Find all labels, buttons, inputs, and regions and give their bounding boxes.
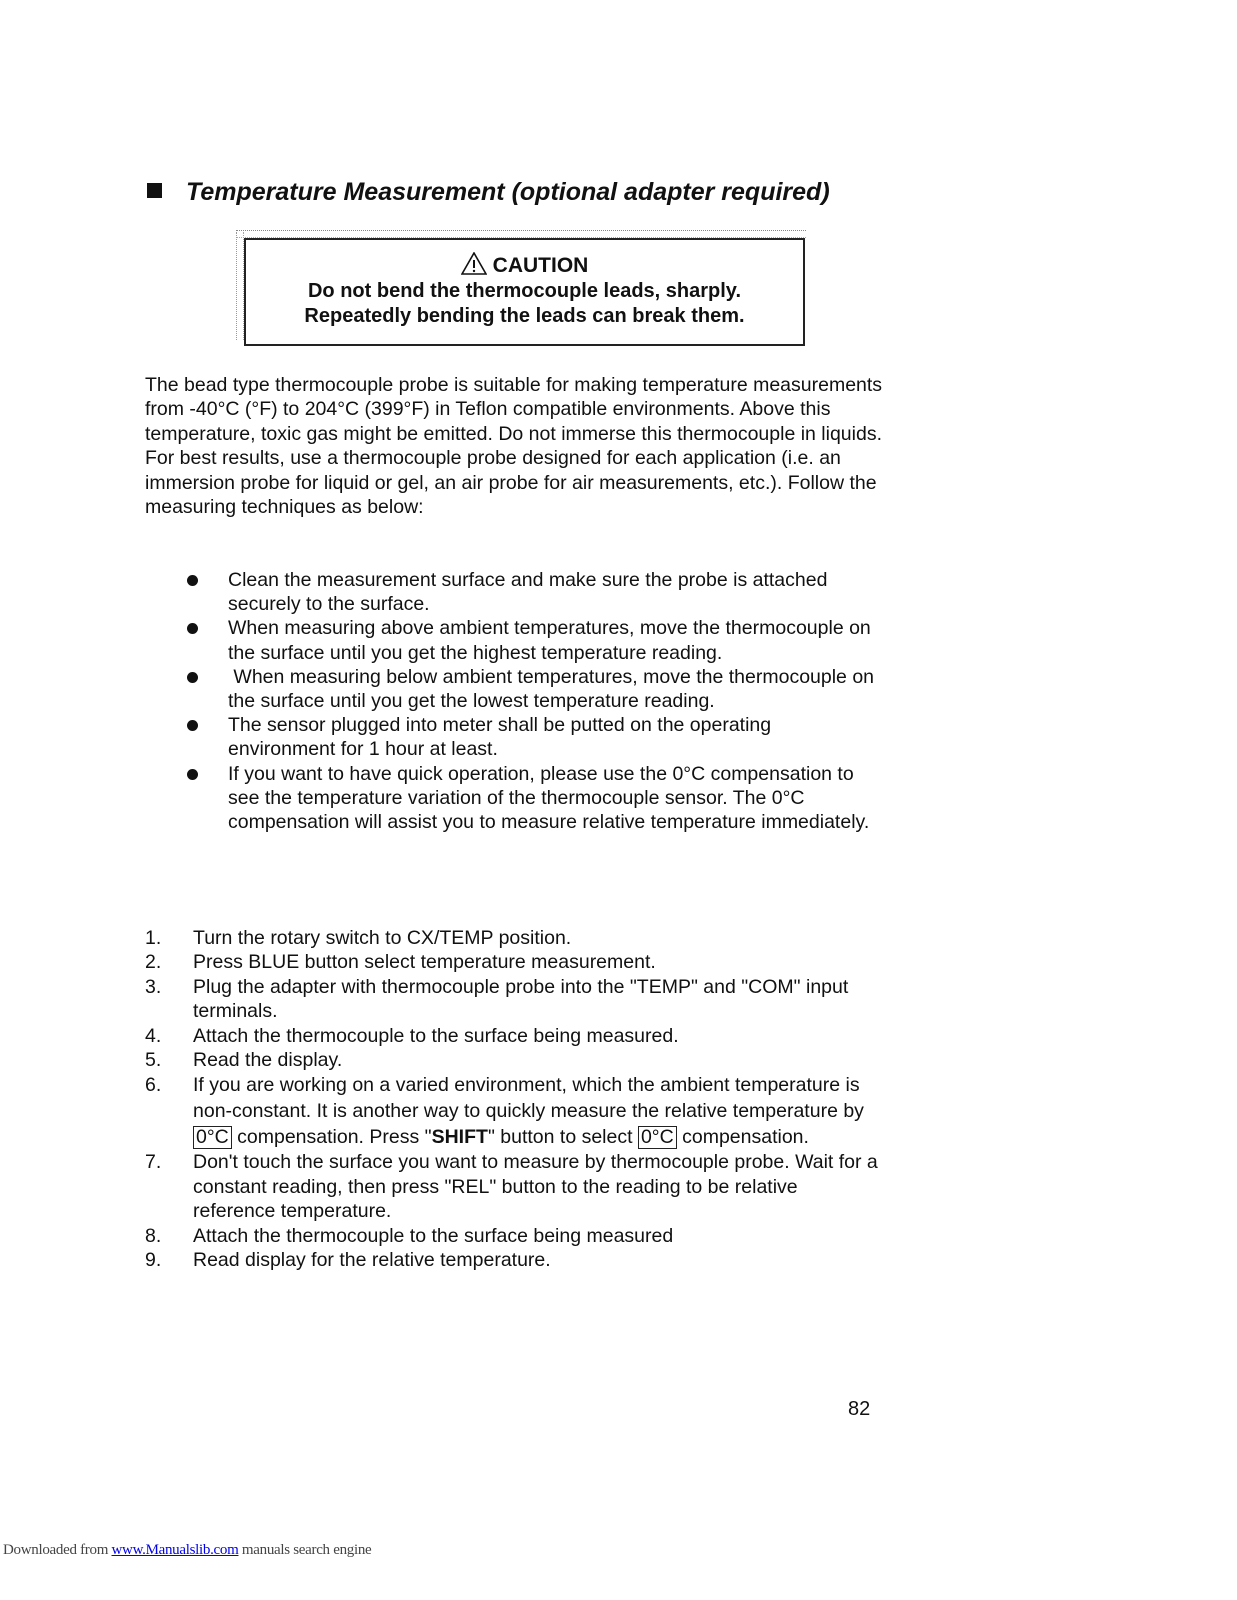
square-bullet-icon xyxy=(147,183,162,198)
caution-title-row xyxy=(246,252,803,279)
list-item xyxy=(183,762,883,835)
step-text: Read display for the relative temperature. xyxy=(193,1249,551,1272)
bullet-dot-icon xyxy=(187,720,198,731)
step-text: compensation. xyxy=(676,1126,809,1149)
zero-c-key-box: 0°C xyxy=(193,1126,232,1149)
bullet-dot-icon xyxy=(187,623,198,634)
step-text: If you are working on a varied environment, which the ambient temperature is non-constant. It is another way to quickly measure the relative temperature by xyxy=(193,1074,864,1123)
bullet-text: If you want to have quick operation, please use the 0°C compensation to see the temperature variation of the thermocouple sensor. The 0°C compensation will assist you to measure relative temperature immediately. xyxy=(228,762,870,834)
step-text: Turn the rotary switch to CX/TEMP position. xyxy=(193,927,572,949)
step-text: Attach the thermocouple to the surface being measured xyxy=(193,1224,674,1247)
step-text: " button to select xyxy=(487,1126,638,1149)
caution-box xyxy=(244,238,805,346)
step-number: 7. xyxy=(145,1151,162,1174)
bullet-text: When measuring above ambient temperatures, move the thermocouple on the surface until you get the highest temperature reading. xyxy=(228,617,871,664)
step-number: 3. xyxy=(145,975,162,998)
intro-paragraph: The bead type thermocouple probe is suitable for making temperature measurements from -40°C (°F) to 204°C (399°F) in Teflon compatible environments. Above this temperature, toxic gas might be emitted. Do not immerse this thermocouple in liquids. For best results, use a thermocouple probe designed for each application (i.e. an immersion probe for liquid or gel, an air probe for air measurements, etc.). Follow the measuring techniques as below: xyxy=(145,374,883,519)
bullet-dot-icon xyxy=(187,769,198,780)
manualslib-link[interactable]: www.Manualslib.com xyxy=(111,1542,239,1558)
caution-box-shadow-top xyxy=(236,230,806,238)
step-number: 9. xyxy=(145,1249,162,1272)
shift-key-label: SHIFT xyxy=(431,1126,488,1149)
step-text: Read the display. xyxy=(193,1049,343,1072)
step-text: Plug the adapter with thermocouple probe into the "TEMP" and "COM" input terminals. xyxy=(193,975,849,1023)
list-item xyxy=(145,1248,885,1272)
bullet-text: Clean the measurement surface and make sure the probe is attached securely to the surface. xyxy=(228,569,828,616)
step-text: Attach the thermocouple to the surface being measured. xyxy=(193,1024,679,1047)
bullet-text: When measuring below ambient temperatures, move the thermocouple on the surface until you get the lowest temperature reading. xyxy=(228,665,880,713)
step-number: 2. xyxy=(145,951,162,974)
bullet-dot-icon xyxy=(187,672,198,683)
list-item xyxy=(145,1024,885,1048)
step-text: Don't touch the surface you want to measure by thermocouple probe. Wait for a constant reading, then press "REL" button to the reading to be relative reference temperature. xyxy=(193,1151,878,1223)
list-item xyxy=(145,1072,885,1150)
technique-bullet-list xyxy=(183,568,883,834)
caution-line-1: Do not bend the thermocouple leads, sharply. xyxy=(307,280,742,302)
list-item xyxy=(145,1224,885,1248)
footer-prefix: Downloaded from xyxy=(3,1542,112,1558)
list-item xyxy=(183,568,883,616)
list-item xyxy=(145,950,885,974)
bullet-dot-icon xyxy=(187,575,198,586)
caution-line-2: Repeatedly bending the leads can break them. xyxy=(304,305,745,327)
procedure-steps xyxy=(145,926,885,1272)
caution-title: CAUTION xyxy=(492,254,589,277)
caution-box-shadow-left xyxy=(236,232,244,340)
section-heading xyxy=(147,176,1147,208)
list-item xyxy=(183,665,883,713)
step-number: 5. xyxy=(145,1049,162,1072)
download-footer xyxy=(3,1542,371,1559)
page-number: 82 xyxy=(848,1398,871,1420)
list-item xyxy=(145,926,885,950)
warning-triangle-icon xyxy=(461,252,487,275)
step-text: compensation. Press " xyxy=(231,1126,432,1149)
list-item xyxy=(183,713,883,761)
list-item xyxy=(145,1150,885,1223)
footer-suffix: manuals search engine xyxy=(238,1542,372,1558)
step-number: 8. xyxy=(145,1224,162,1247)
step-number: 6. xyxy=(145,1074,162,1097)
list-item xyxy=(145,1048,885,1072)
section-title: Temperature Measurement (optional adapter required) xyxy=(186,178,830,206)
step-number: 4. xyxy=(145,1024,162,1047)
zero-c-key-box: 0°C xyxy=(638,1126,677,1149)
step-text: Press BLUE button select temperature measurement. xyxy=(193,951,656,974)
bullet-text: The sensor plugged into meter shall be putted on the operating environment for 1 hour at least. xyxy=(228,714,772,761)
list-item xyxy=(183,616,883,664)
step-number: 1. xyxy=(145,927,162,949)
list-item xyxy=(145,975,885,1024)
